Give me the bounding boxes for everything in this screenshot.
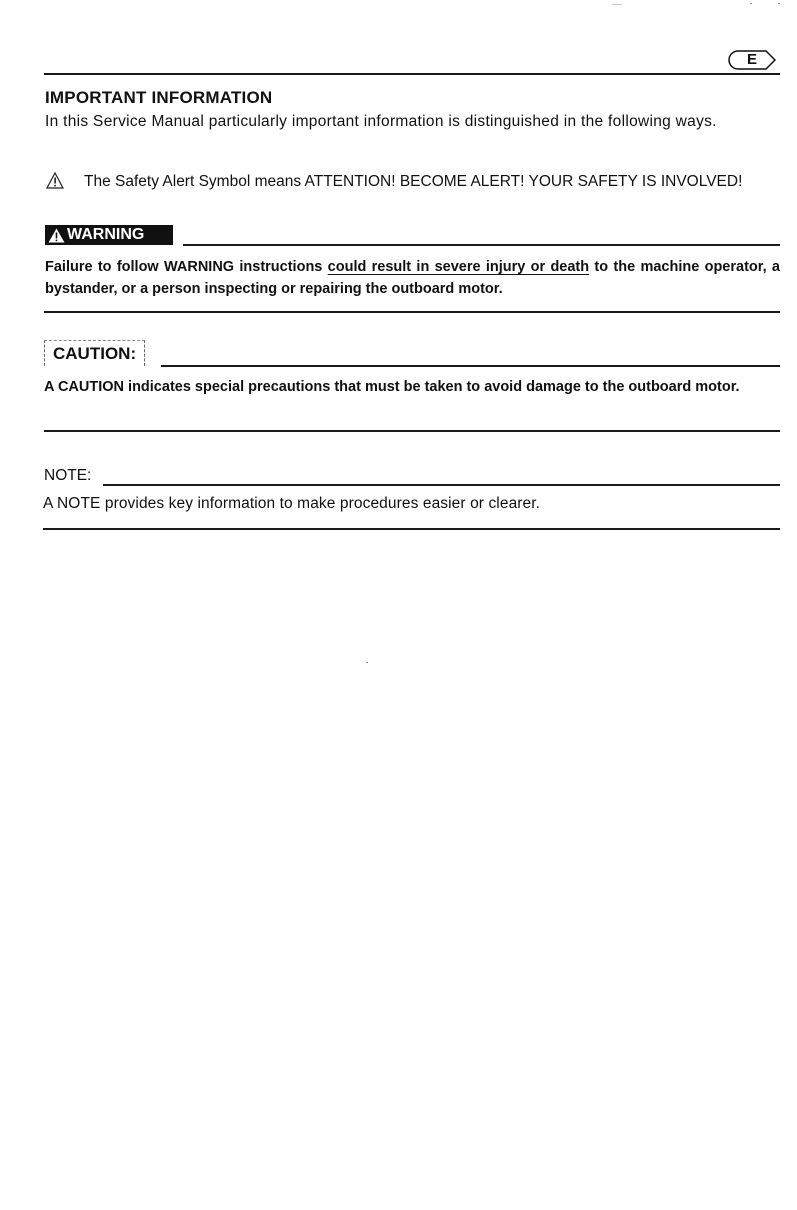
warning-text-emphasis: could result in severe injury or death <box>327 259 590 275</box>
language-tab-letter: E <box>746 51 757 68</box>
header-rule <box>44 73 780 75</box>
scan-speck <box>778 3 780 4</box>
scan-speck <box>612 4 622 5</box>
caution-footer-rule <box>44 430 780 432</box>
language-tab <box>728 50 776 70</box>
warning-footer-rule <box>44 311 780 313</box>
caution-label: CAUTION: <box>44 340 145 366</box>
scan-speck <box>366 662 368 663</box>
warning-text <box>45 256 780 300</box>
note-header-rule <box>103 484 780 486</box>
scan-speck <box>750 3 752 4</box>
section-title: IMPORTANT INFORMATION <box>45 88 273 107</box>
warning-header-rule <box>183 244 780 246</box>
warning-text-lead: Failure to follow WARNING instructions <box>45 259 328 275</box>
caution-header-rule <box>161 365 780 367</box>
warning-triangle-icon <box>48 228 65 243</box>
warning-label-text: WARNING <box>67 226 145 243</box>
warning-text-tail: to the machine operator, a bystander, or a person inspecting or repairing the outboard motor. <box>45 259 780 297</box>
warning-label <box>45 225 173 245</box>
caution-text: A CAUTION indicates special precautions that must be taken to avoid damage to the outboard motor. <box>44 379 740 395</box>
note-text: A NOTE provides key information to make procedures easier or clearer. <box>43 495 541 512</box>
safety-alert-description: The Safety Alert Symbol means ATTENTION! BECOME ALERT! YOUR SAFETY IS INVOLVED! <box>84 173 743 190</box>
note-label: NOTE: <box>44 467 92 484</box>
warning-triangle-icon <box>46 172 64 189</box>
intro-paragraph: In this Service Manual particularly important information is distinguished in the following ways. <box>45 113 717 130</box>
note-footer-rule <box>43 528 780 530</box>
